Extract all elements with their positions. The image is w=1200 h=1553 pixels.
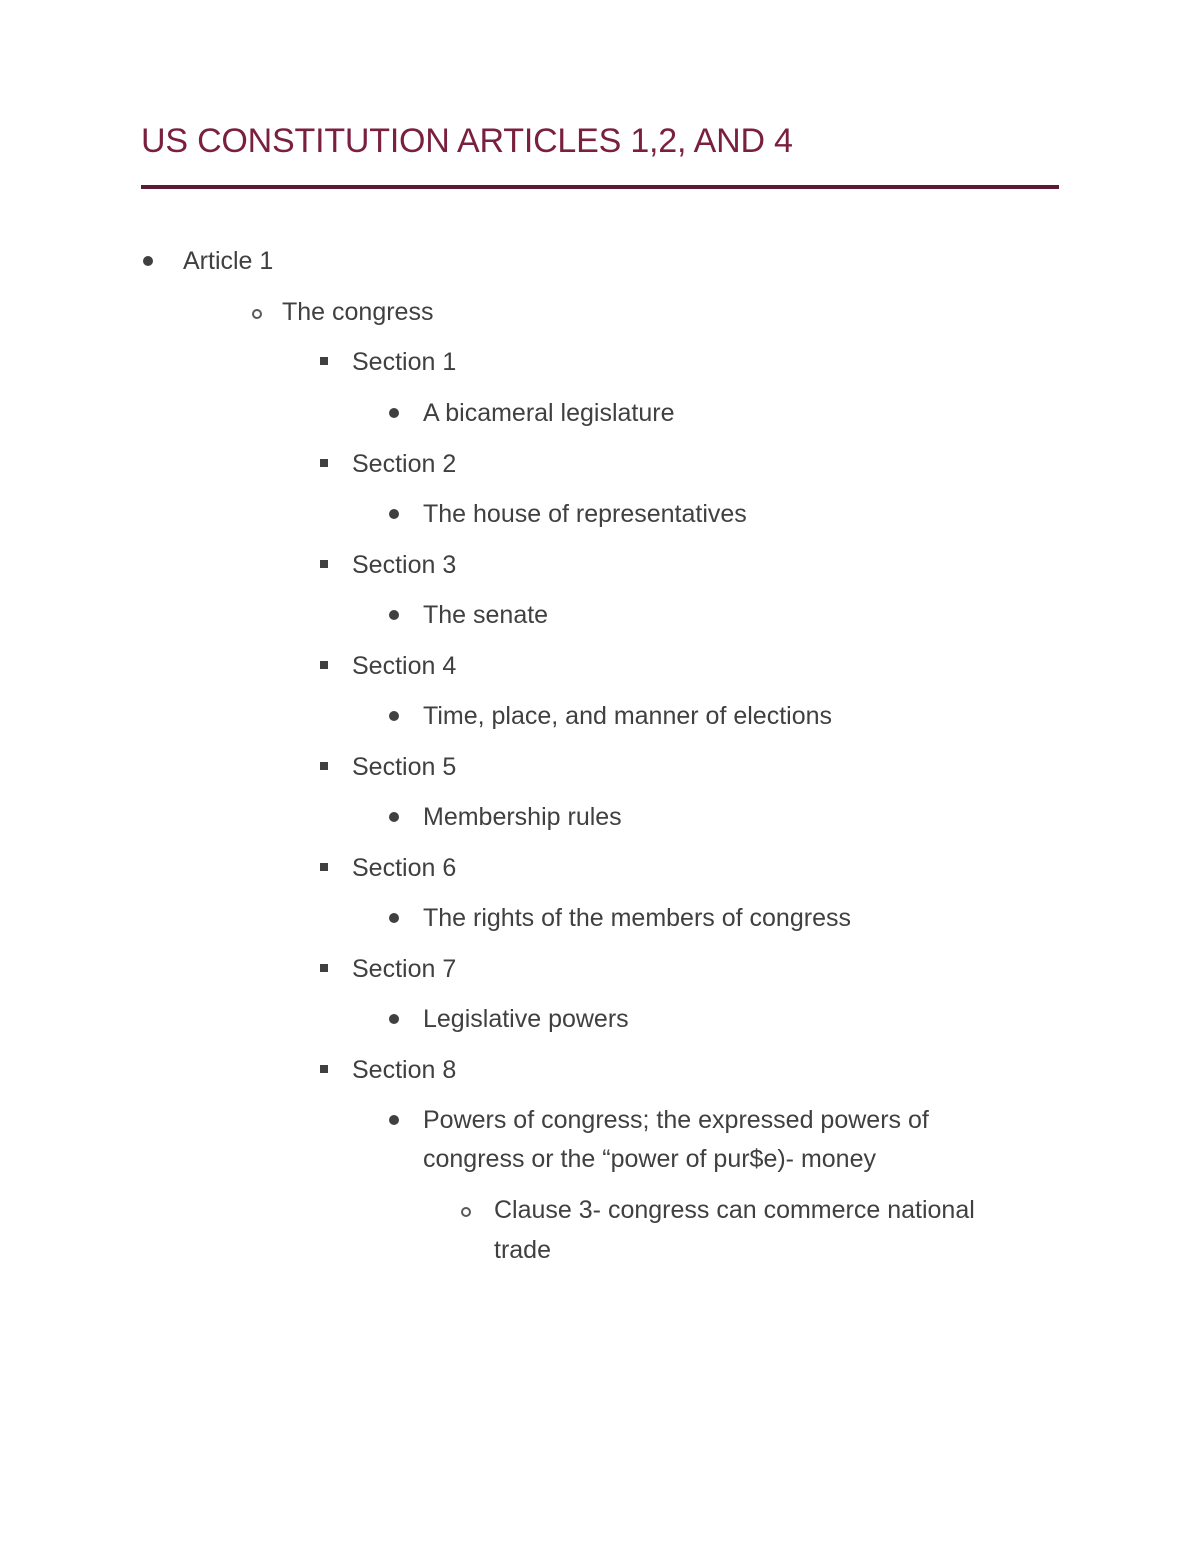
list-item-label-line-1: Powers of congress; the expressed powers of: [423, 1106, 929, 1134]
list-item-label-line-2: trade: [494, 1236, 551, 1264]
list-item-label: The rights of the members of congress: [423, 904, 851, 932]
bullet-ring-icon: [461, 1207, 471, 1217]
bullet-disc-icon: [389, 812, 399, 822]
page-title: US CONSTITUTION ARTICLES 1,2, AND 4: [141, 122, 793, 160]
list-item-label: The congress: [282, 298, 434, 326]
bullet-disc-icon: [389, 1014, 399, 1024]
bullet-disc-icon: [389, 610, 399, 620]
bullet-disc-icon: [389, 711, 399, 721]
bullet-disc-icon: [389, 913, 399, 923]
list-item-label: The house of representatives: [423, 500, 747, 528]
bullet-square-icon: [320, 762, 328, 770]
list-item-label: Time, place, and manner of elections: [423, 702, 833, 730]
title-underline: [141, 185, 1059, 189]
list-item-label: Membership rules: [423, 803, 622, 831]
bullet-square-icon: [320, 459, 328, 467]
bullet-ring-icon: [252, 309, 262, 319]
bullet-disc-icon: [389, 1115, 399, 1125]
bullet-square-icon: [320, 863, 328, 871]
list-item-label: Legislative powers: [423, 1005, 629, 1033]
bullet-square-icon: [320, 1065, 328, 1073]
list-item-label-line-1: Clause 3- congress can commerce national: [494, 1196, 975, 1224]
list-item-label: Section 7: [352, 955, 457, 983]
list-item-label: Section 1: [352, 348, 457, 376]
bullet-square-icon: [320, 357, 328, 365]
list-item-label: The senate: [423, 601, 549, 629]
list-item-label: Section 8: [352, 1056, 457, 1084]
list-item-label: A bicameral legislature: [423, 399, 675, 427]
bullet-square-icon: [320, 560, 328, 568]
list-item-label: Section 5: [352, 753, 457, 781]
list-item-label: Section 3: [352, 551, 457, 579]
bullet-disc-icon: [389, 509, 399, 519]
bullet-square-icon: [320, 964, 328, 972]
bullet-square-icon: [320, 661, 328, 669]
list-item-label: Section 6: [352, 854, 457, 882]
list-item-label: Section 4: [352, 652, 457, 680]
list-item-label-line-2: congress or the “power of pur$e)- money: [423, 1145, 876, 1173]
list-item-label: Section 2: [352, 450, 457, 478]
list-item-label: Article 1: [183, 247, 274, 275]
bullet-disc-icon: [143, 256, 153, 266]
bullet-disc-icon: [389, 408, 399, 418]
